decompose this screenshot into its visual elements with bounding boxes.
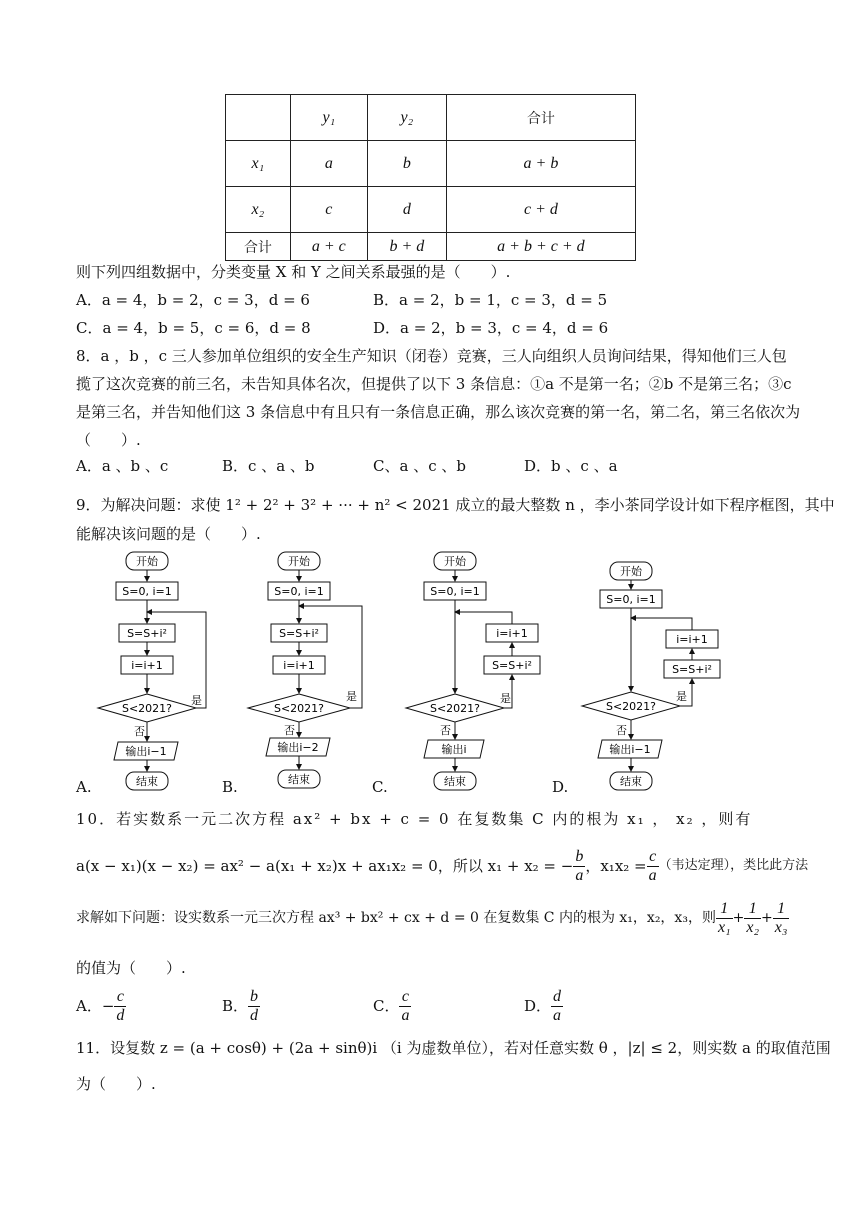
q11-line-2: 为（ ）. (76, 1075, 156, 1093)
table-cell: y₂ (367, 95, 446, 141)
table-row (226, 187, 636, 233)
numerator: c (647, 848, 659, 867)
flow-inc-label: i=i+1 (676, 633, 708, 646)
flow-yes-label: 是 (346, 690, 357, 703)
flow-cond-label: S<2021? (605, 700, 657, 713)
q9-label-c: C. (372, 778, 388, 796)
table-cell: 合计 (446, 95, 635, 141)
fraction (716, 900, 733, 937)
numerator: b (575, 847, 584, 865)
denominator: a (575, 866, 584, 884)
flow-output-label: 输出i−1 (609, 743, 651, 756)
numerator: d (553, 987, 562, 1005)
denominator: x₂ (746, 918, 760, 936)
q10-line-4: 的值为（ ）. (76, 959, 186, 977)
q8-line-3: 是第三名，并告知他们这 3 条信息中有且只有一条信息正确，那么该次竞赛的第一名，第二名，第三名依次为 (76, 403, 801, 421)
flowchart-d (580, 558, 730, 802)
table-cell (226, 95, 291, 141)
q7-stem: 则下列四组数据中，分类变量 X 和 Y 之间关系最强的是（ ）. (76, 263, 511, 281)
plus-sign: + (761, 910, 773, 926)
q9-label-b: B. (222, 778, 238, 796)
q8-option-d: D．b 、c 、a (524, 457, 618, 475)
q9-label-a: A. (76, 778, 92, 796)
plus-sign: + (732, 910, 745, 926)
q8-option-a: A．a 、b 、c (76, 457, 169, 475)
flowchart-b (226, 548, 376, 802)
flow-loop-arrow (455, 612, 512, 624)
q8-line-1: 8．a ，b ，c 三人参加单位组织的安全生产知识（闭卷）竞赛，三人向组织人员询问结果，得知他们三人包 (76, 347, 787, 365)
q9-label-d: D. (552, 778, 569, 796)
flow-output-label: 输出i−1 (125, 745, 167, 758)
fraction (773, 900, 790, 937)
flow-init-label: S=0, i=1 (430, 585, 480, 598)
flow-sum-label: S=S+i² (492, 659, 532, 672)
q7-option-d: D．a = 2，b = 3，c = 4，d = 6 (373, 319, 609, 337)
table-cell: a + c (290, 233, 367, 261)
flow-yes-label: 是 (191, 694, 202, 707)
table-cell: d (367, 187, 446, 233)
q10-line-3 (76, 896, 789, 940)
flow-sum-label: S=S+i² (672, 663, 712, 676)
flow-sum-label: S=S+i² (279, 627, 319, 640)
flow-output-label: 输出i−2 (277, 741, 319, 754)
table-cell: x₂ (226, 187, 291, 233)
flow-start-label: 开始 (136, 555, 158, 568)
q8-line-2: 揽了这次竞赛的前三名，未告知具体名次，但提供了以下 3 条信息：①a 不是第一名；②b 不是第三名；③c (76, 375, 792, 393)
flow-init-label: S=0, i=1 (606, 593, 656, 606)
q10-option-b (222, 984, 260, 1028)
q10-option-d (524, 984, 563, 1028)
flow-no-label: 否 (440, 724, 451, 737)
q10-line-2-text-c: （韦达定理），类比此方法 (658, 858, 809, 873)
table-cell: a + b + c + d (446, 233, 635, 261)
q10-option-c (373, 984, 411, 1028)
flow-end-label: 结束 (136, 775, 158, 788)
flow-start-label: 开始 (444, 555, 466, 568)
table-cell: c (290, 187, 367, 233)
q8-line-4: （ ）. (76, 431, 141, 449)
flow-cond-label: S<2021? (273, 702, 325, 715)
q9-line-1: 9．为解决问题：求使 1² + 2² + 3² + ··· + n² < 2021 成立的最大整数 n ，李小茶同学设计如下程序框图，其中 (76, 496, 835, 514)
fraction (647, 848, 659, 885)
q10-line-1: 10．若实数系一元二次方程 ax² + bx + c = 0 在复数集 C 内的根为 x₁ ， x₂ ，则有 (76, 810, 753, 828)
q9-line-2: 能解决该问题的是（ ）. (76, 525, 261, 543)
table-row (226, 233, 636, 261)
option-label: D． (524, 997, 552, 1015)
q10-option-a (76, 984, 126, 1028)
flow-sum-label: S=S+i² (127, 627, 167, 640)
fraction (744, 900, 761, 937)
flow-yes-label: 是 (676, 690, 687, 703)
flow-yes-label: 是 (500, 692, 511, 705)
table-cell: c + d (446, 187, 635, 233)
q7-option-b: B．a = 2，b = 1，c = 3，d = 5 (373, 291, 608, 309)
q10-line-2 (76, 844, 808, 888)
q10-line-3-text: 求解如下问题：设实数系一元三次方程 ax³ + bx² + cx + d = 0 在复数集 C 内的根为 x₁，x₂，x₃，则 (76, 910, 716, 926)
table-cell: 合计 (226, 233, 291, 261)
table-row (226, 141, 636, 187)
table-cell: a + b (446, 141, 635, 187)
flow-inc-label: i=i+1 (283, 659, 315, 672)
flow-cond-label: S<2021? (121, 702, 173, 715)
numerator: c (399, 988, 411, 1007)
flow-no-label: 否 (284, 724, 295, 737)
fraction (573, 848, 585, 885)
numerator: 1 (716, 900, 733, 919)
flow-loop-arrow (631, 618, 692, 630)
table-cell: b (367, 141, 446, 187)
q7-option-c: C．a = 4，b = 5，c = 6，d = 8 (76, 319, 311, 337)
q10-line-2-text-b: ，x₁x₂ = (585, 857, 647, 875)
flow-init-label: S=0, i=1 (274, 585, 324, 598)
option-label: B． (222, 997, 249, 1015)
flow-inc-label: i=i+1 (131, 659, 163, 672)
flow-cond-label: S<2021? (429, 702, 481, 715)
fraction (399, 988, 411, 1025)
q10-line-2-text-a: a(x − x₁)(x − x₂) = ax² − a(x₁ + x₂)x + ax₁x₂ = 0，所以 x₁ + x₂ = − (76, 857, 574, 875)
numerator: 1 (744, 900, 761, 919)
option-label: A．− (76, 997, 115, 1015)
flow-start-label: 开始 (288, 555, 310, 568)
numerator: b (250, 987, 259, 1005)
flowchart-a (76, 548, 216, 802)
table-header-row (226, 95, 636, 141)
flow-start-label: 开始 (620, 565, 642, 578)
denominator: a (553, 1006, 562, 1024)
denominator: x₃ (774, 918, 788, 936)
q8-option-b: B．c 、a 、b (222, 457, 315, 475)
fraction (248, 988, 260, 1025)
numerator: c (114, 988, 126, 1007)
contingency-table (225, 94, 636, 261)
flow-end-label: 结束 (444, 775, 466, 788)
flow-output-label: 输出i (441, 743, 467, 756)
q11-line-1: 11．设复数 z = (a + cosθ) + (2a + sinθ)i （i 为虚数单位），若对任意实数 θ ，|z| ≤ 2，则实数 a 的取值范围 (76, 1039, 831, 1057)
flow-end-label: 结束 (620, 775, 642, 788)
flowchart-c (400, 548, 550, 802)
denominator: a (648, 866, 657, 884)
table-cell: y₁ (290, 95, 367, 141)
flow-no-label: 否 (134, 725, 145, 738)
fraction (551, 988, 563, 1025)
flow-inc-label: i=i+1 (496, 627, 528, 640)
q8-option-c: C、a 、c 、b (373, 457, 466, 475)
table-cell: a (290, 141, 367, 187)
table-cell: b + d (367, 233, 446, 261)
table-cell: x₁ (226, 141, 291, 187)
flow-init-label: S=0, i=1 (122, 585, 172, 598)
numerator: 1 (773, 900, 790, 919)
flow-end-label: 结束 (288, 773, 310, 786)
denominator: d (116, 1006, 125, 1024)
denominator: a (401, 1006, 410, 1024)
q7-option-a: A．a = 4，b = 2，c = 3，d = 6 (76, 291, 310, 309)
flow-no-label: 否 (616, 724, 627, 737)
denominator: x₁ (717, 918, 731, 936)
option-label: C． (373, 997, 400, 1015)
denominator: d (250, 1006, 259, 1024)
fraction (114, 988, 126, 1025)
